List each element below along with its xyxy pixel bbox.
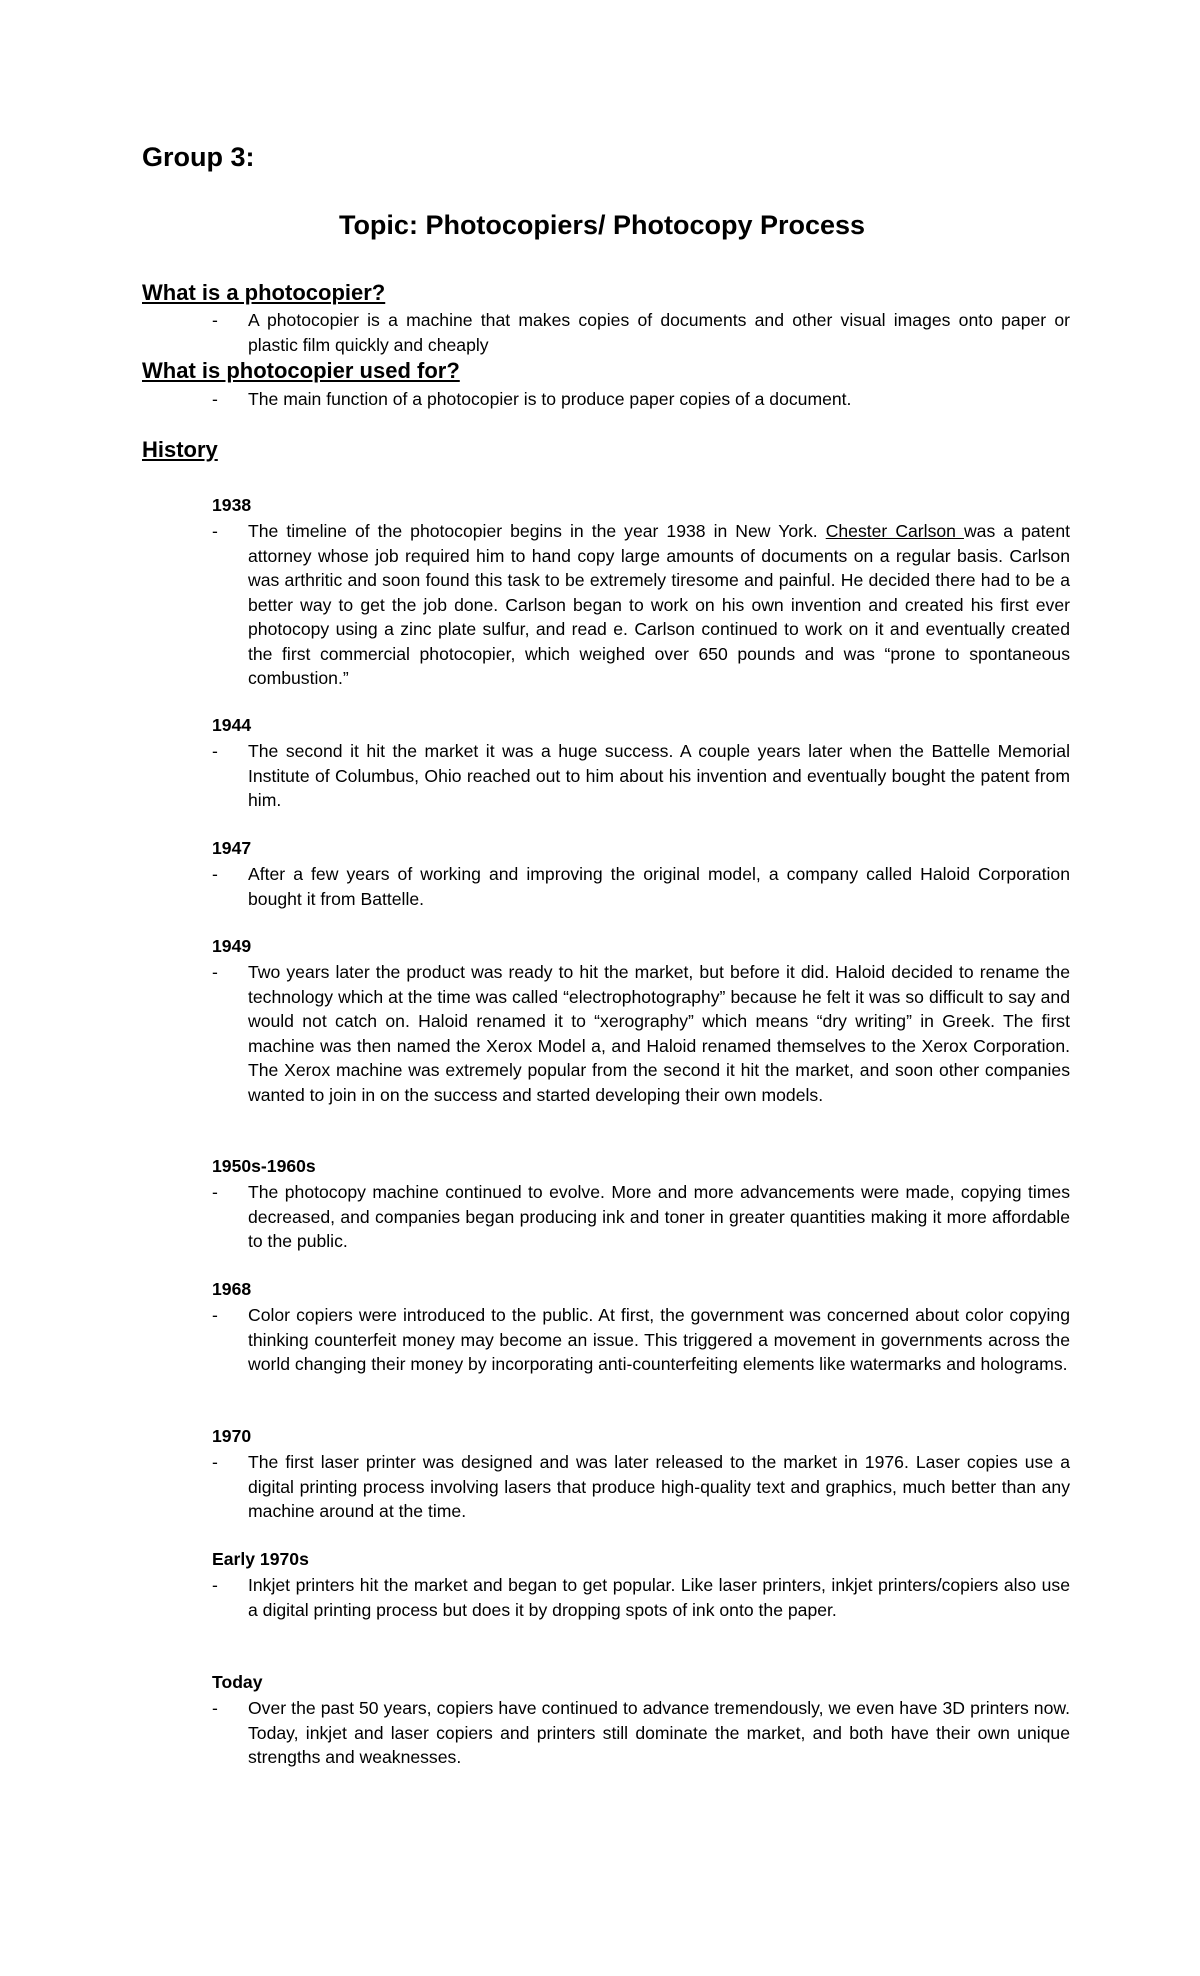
timeline-year: 1947 — [212, 838, 252, 858]
list-item — [212, 1450, 1070, 1524]
list-item — [212, 1180, 1070, 1254]
bullet-text-start: The timeline of the photocopier begins in the year 1938 in New York. — [248, 521, 826, 541]
group-label: Group 3: — [142, 142, 255, 172]
list-item — [212, 739, 1070, 813]
list-item — [212, 1303, 1070, 1377]
list-item — [212, 960, 1070, 1107]
section-heading-what-is: What is a photocopier? — [142, 280, 386, 305]
bullet-dash: - — [212, 1305, 218, 1325]
bullet-dash: - — [212, 1452, 218, 1472]
bullet-dash: - — [212, 962, 218, 982]
section-heading-used-for: What is photocopier used for? — [142, 358, 460, 383]
bullet-dash: - — [212, 310, 218, 330]
section-heading-history: History — [142, 437, 218, 462]
bullet-dash: - — [212, 741, 218, 761]
bullet-text: The first laser printer was designed and was later released to the market in 1976. Laser copies use a digital printing process involving lasers that produce high-quality text and graphics, much better than any machine around at the time. — [248, 1452, 1070, 1521]
bullet-text: The photocopy machine continued to evolve. More and more advancements were made, copying times decreased, and companies began producing ink and toner in greater quantities making it more affordable to the public. — [248, 1182, 1070, 1251]
bullet-dash: - — [212, 864, 218, 884]
bullet-text: The main function of a photocopier is to produce paper copies of a document. — [248, 389, 852, 409]
bullet-text-end: was a patent attorney whose job required him to hand copy large amounts of documents on a regular basis. Carlson was arthritic and soon found this task to be extremely tiresome and painful. He decided there had to be a better way to get the job done. Carlson began to work on his own invention and created his first ever photocopy using a zinc plate sulfur, and read e. Carlson continued to work on it and eventually created the first commercial photocopier, which weighed over 650 pounds and was “prone to spontaneous combustion.” — [248, 521, 1070, 688]
bullet-dash: - — [212, 1182, 218, 1202]
timeline-year: Today — [212, 1672, 263, 1692]
list-item — [212, 519, 1070, 691]
timeline-year: 1970 — [212, 1426, 252, 1446]
page-title: Topic: Photocopiers/ Photocopy Process — [338, 210, 866, 240]
timeline-year: Early 1970s — [212, 1549, 309, 1569]
bullet-text: A photocopier is a machine that makes copies of documents and other visual images onto paper or plastic film quickly and cheaply — [248, 310, 1070, 355]
bullet-text: Two years later the product was ready to hit the market, but before it did. Haloid decided to rename the technology which at the time was called “electrophotography” because he felt it was so difficult to say and would not catch on. Haloid renamed it to “xerography” which means “dry writing” in Greek. The first machine was then named the Xerox Model a, and Haloid renamed themselves to the Xerox Corporation. The Xerox machine was extremely popular from the second it hit the market, and soon other companies wanted to join in on the success and started developing their own models. — [248, 962, 1070, 1105]
bullet-dash: - — [212, 1575, 218, 1595]
bullet-text: The second it hit the market it was a huge success. A couple years later when the Battelle Memorial Institute of Columbus, Ohio reached out to him about his invention and eventually bought the patent from him. — [248, 741, 1070, 810]
list-item — [212, 1573, 1070, 1622]
timeline-year: 1950s-1960s — [212, 1156, 316, 1176]
list-item — [212, 1696, 1070, 1770]
bullet-text: Color copiers were introduced to the public. At first, the government was concerned about color copying thinking counterfeit money may become an issue. This triggered a movement in governments across the world changing their money by incorporating anti-counterfeiting elements like watermarks and holograms. — [248, 1305, 1070, 1374]
list-item — [212, 308, 1070, 357]
bullet-dash: - — [212, 521, 218, 541]
bullet-text: After a few years of working and improving the original model, a company called Haloid Corporation bought it from Battelle. — [248, 864, 1070, 909]
bullet-dash: - — [212, 389, 218, 409]
bullet-text — [248, 519, 1070, 691]
list-item — [212, 862, 1070, 911]
bullet-text: Inkjet printers hit the market and began to get popular. Like laser printers, inkjet printers/copiers also use a digital printing process but does it by dropping spots of ink onto the paper. — [248, 1575, 1070, 1620]
bullet-text: Over the past 50 years, copiers have continued to advance tremendously, we even have 3D printers now. Today, inkjet and laser copiers and printers still dominate the market, and both have their own unique strengths and weaknesses. — [248, 1698, 1070, 1767]
list-item — [212, 387, 1070, 412]
timeline-year: 1944 — [212, 715, 252, 735]
timeline-year: 1968 — [212, 1279, 252, 1299]
timeline-year: 1949 — [212, 936, 252, 956]
chester-carlson-link[interactable]: Chester Carlson — [825, 521, 964, 541]
timeline-year: 1938 — [212, 495, 252, 515]
bullet-dash: - — [212, 1698, 218, 1718]
